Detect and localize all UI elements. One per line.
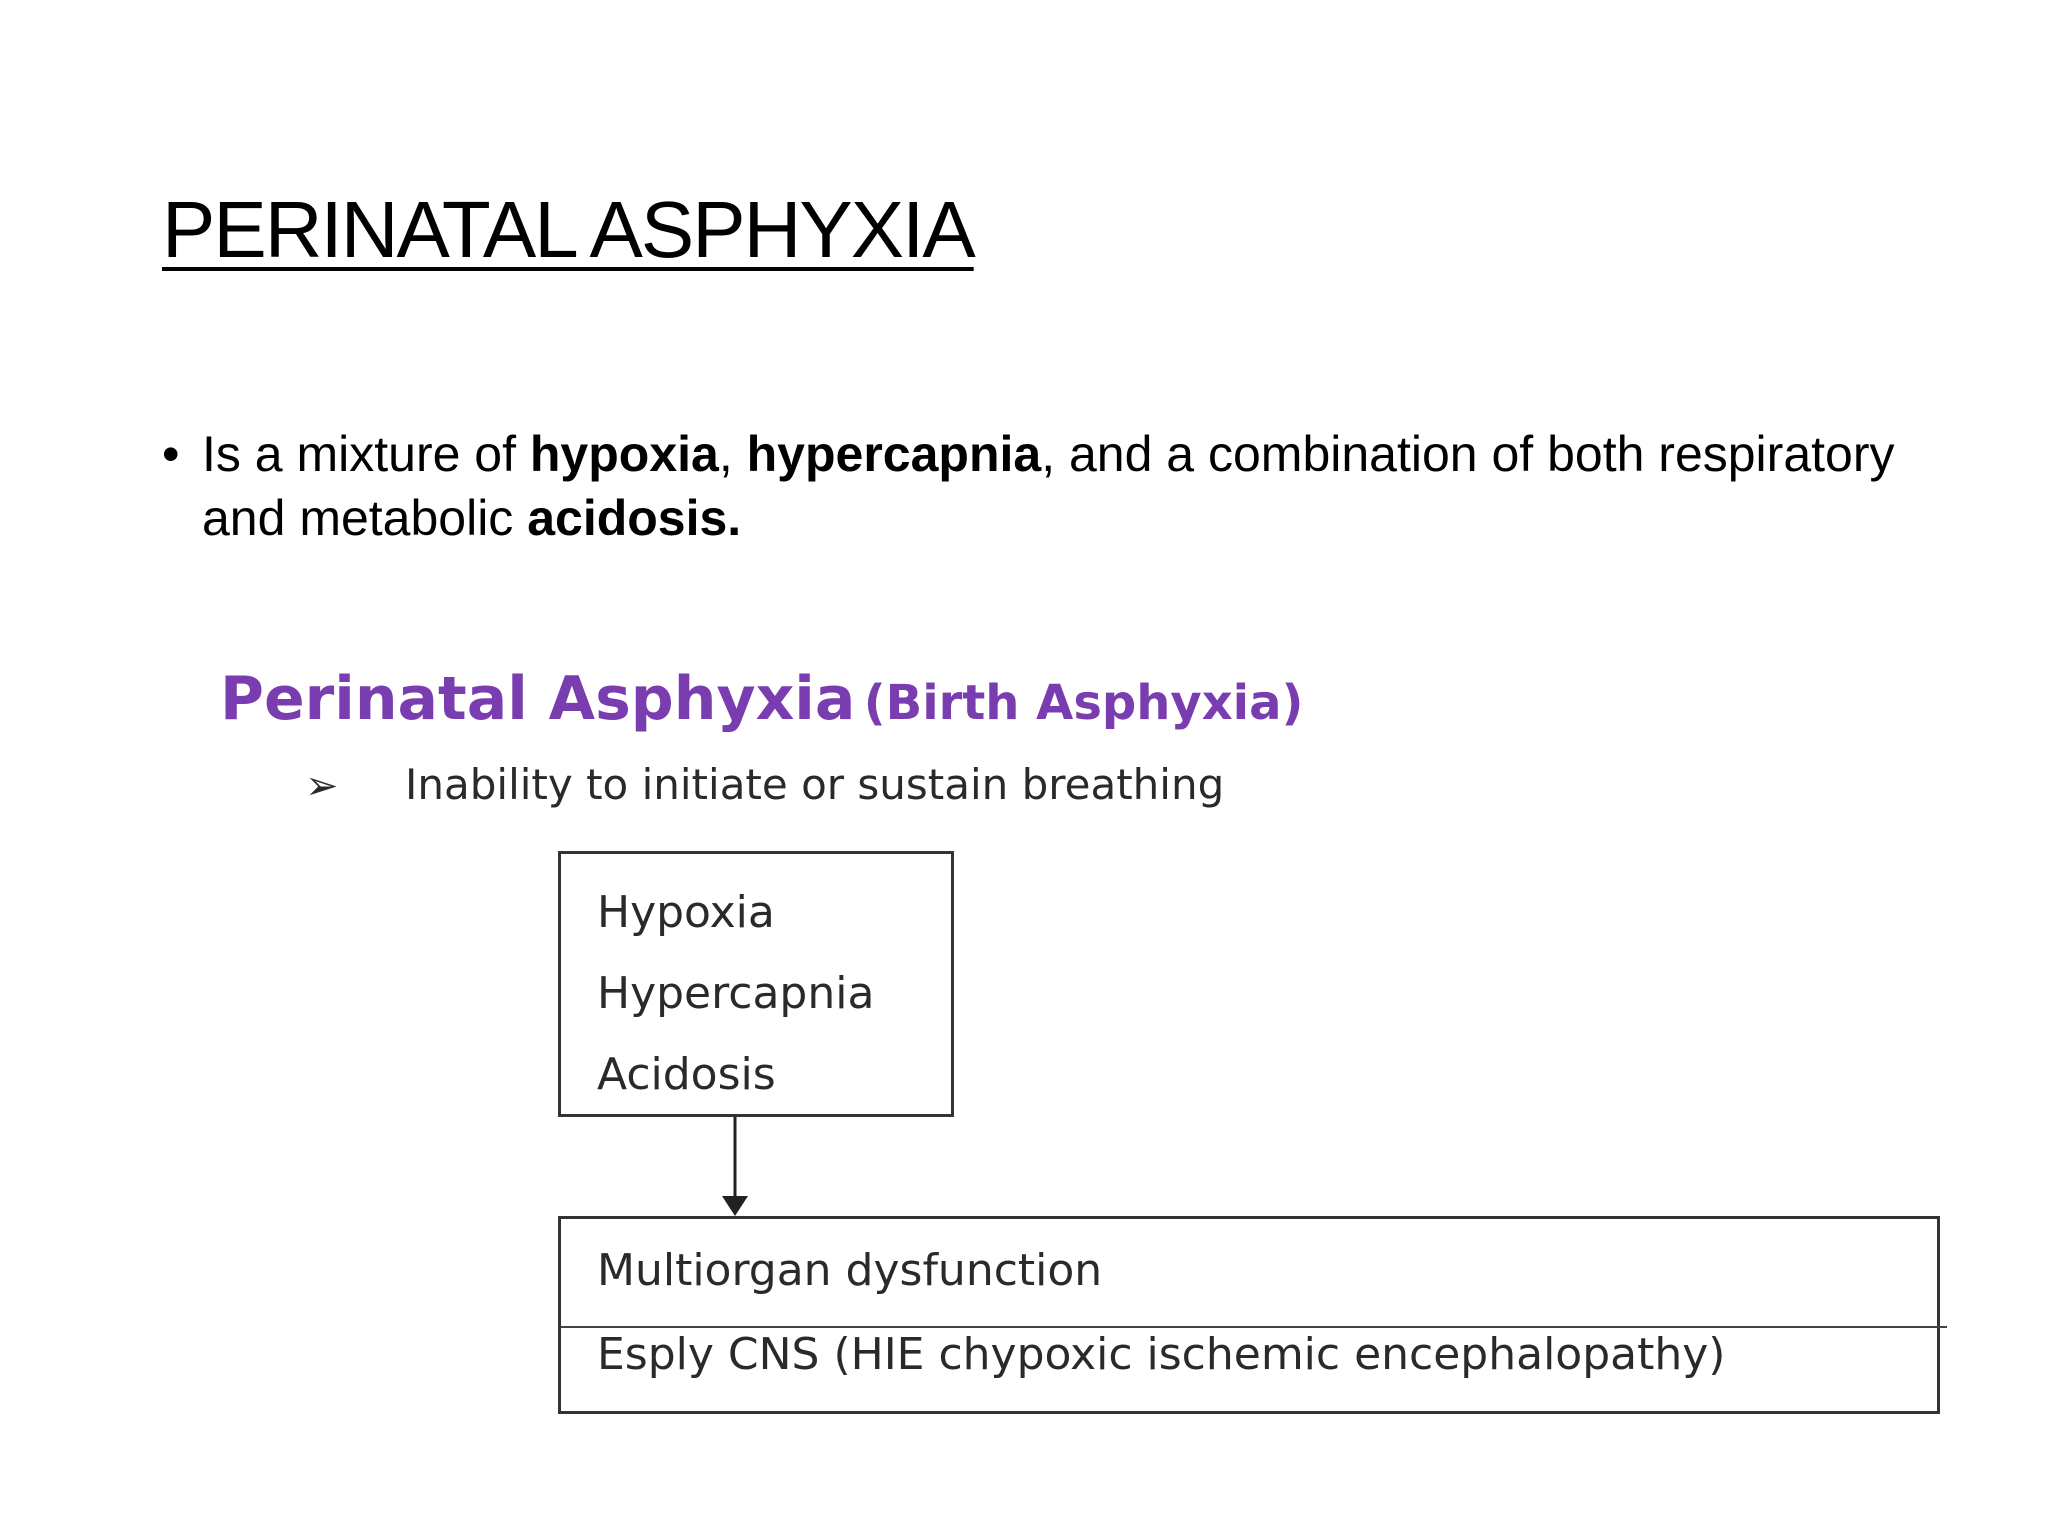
cause-hypercapnia: Hypercapnia bbox=[597, 968, 875, 1019]
bullet-text-bold-hypoxia: hypoxia bbox=[529, 426, 719, 482]
bullet-item bbox=[162, 422, 1922, 550]
asphyxia-figure bbox=[200, 650, 1980, 1430]
bullet-text-part: , bbox=[718, 426, 747, 482]
bullet-dot-icon: • bbox=[162, 426, 180, 482]
effects-divider bbox=[561, 1326, 1947, 1328]
flow-arrow-head-icon bbox=[722, 1196, 748, 1216]
figure-title-main: Perinatal Asphyxia bbox=[220, 664, 856, 734]
bullet-text-part: , and a combination of both respiratory and metabolic bbox=[202, 426, 1895, 546]
cause-acidosis: Acidosis bbox=[597, 1049, 776, 1100]
bullet-text-part: Is a mixture of bbox=[202, 426, 530, 482]
figure-title-sub: (Birth Asphyxia) bbox=[863, 675, 1304, 731]
bullet-text-bold-acidosis: acidosis. bbox=[527, 490, 742, 546]
figure-subpoint-text: Inability to initiate or sustain breathing bbox=[405, 760, 1225, 809]
effects-box bbox=[558, 1216, 1940, 1414]
bullet-text-bold-hypercapnia: hypercapnia bbox=[746, 426, 1042, 482]
effect-multiorgan: Multiorgan dysfunction bbox=[597, 1245, 1103, 1296]
bullet-list bbox=[162, 422, 1922, 550]
slide-title: PERINATAL ASPHYXIA bbox=[162, 185, 974, 274]
cause-hypoxia: Hypoxia bbox=[597, 887, 775, 938]
arrow-bullet-icon: ➢ bbox=[305, 763, 339, 809]
effect-cns: Esply CNS (HIE chypoxic ischemic encephalopathy) bbox=[597, 1329, 1726, 1380]
